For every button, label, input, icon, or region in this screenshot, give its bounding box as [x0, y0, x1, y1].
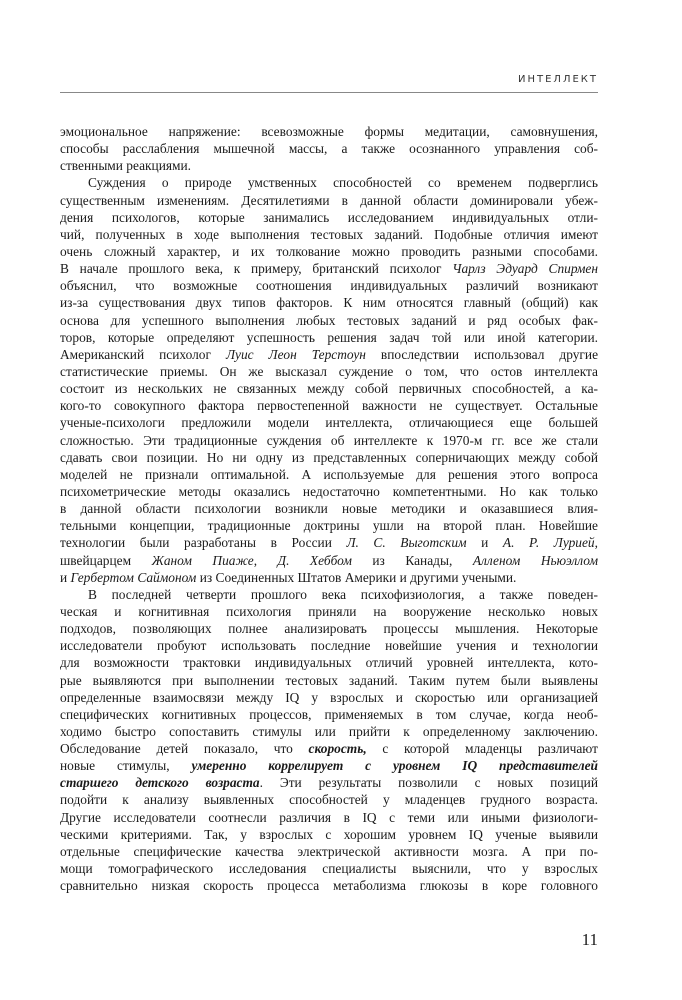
text-run: эмоциональное напряжение: всевозможные формы медитации, самовнушения, — [60, 124, 598, 139]
person-name: Чарлз Эдуард Спирмен — [452, 261, 598, 277]
text-run: ческая и когнитивная психология приняли на вооружение несколько новых — [60, 603, 598, 619]
text-line — [60, 140, 598, 157]
text-line — [60, 294, 598, 311]
text-line — [60, 740, 598, 757]
text-line — [60, 260, 598, 277]
text-run: торов, которые определяют успешность решения задач той или иной категории. — [60, 329, 598, 345]
text-run: дения психологов, которые занимались исследованием индивидуальных отли- — [60, 209, 598, 225]
text-run: из Канады, — [351, 552, 473, 568]
text-run: способы расслабления мышечной массы, а также осознанного управления соб- — [60, 141, 598, 157]
text-run: , — [594, 535, 598, 551]
text-run: из-за существования двух типов факторов. К ним относятся главный (общий) как — [60, 295, 598, 311]
text-line — [60, 157, 598, 174]
text-line — [60, 226, 598, 243]
text-run: для возможности трактовки индивидуальных отличий уровней интеллекта, кото- — [60, 655, 598, 671]
text-run: Обследование детей показало, что — [60, 741, 309, 757]
text-run: ученые-психологи предложили модели интеллекта, отличающиеся еще большей — [60, 415, 598, 431]
text-run: исследователи пробуют использовать последние новейшие учения и технологии — [60, 638, 598, 654]
text-run: тельными концепции, традиционные доктрины ушли на второй план. Новейшие — [60, 518, 598, 534]
text-run: состоит из нескольких не связанных между собой первичных способностей, а ка- — [60, 381, 598, 397]
text-line — [60, 774, 598, 791]
text-run: швейцарцем — [60, 552, 152, 568]
text-line — [60, 277, 598, 294]
text-run: Другие исследователи соотнесли различия в IQ с теми или иными физиологи- — [60, 809, 598, 825]
text-line — [60, 654, 598, 671]
person-name: Жаном Пиаже — [151, 552, 254, 568]
text-line — [60, 706, 598, 723]
text-line — [60, 466, 598, 483]
text-run: и — [60, 569, 71, 585]
text-line — [60, 329, 598, 346]
text-line — [60, 380, 598, 397]
header-rule — [60, 92, 598, 93]
text-line — [60, 449, 598, 466]
text-run: и — [466, 535, 503, 551]
text-run: ственными реакциями. — [60, 158, 192, 174]
text-run: сложностью. Эти традиционные суждения об интеллекте к 1970-м гг. все же стали — [60, 432, 598, 448]
paragraph — [60, 123, 598, 174]
text-run: впоследствии использовал другие — [365, 346, 598, 362]
person-name: Д. Хеббом — [277, 552, 352, 568]
text-run: специфических когнитивных процессов, применяемых в том случае, когда необ- — [60, 706, 598, 722]
text-line — [60, 209, 598, 226]
text-run: технологии были разработаны в России — [60, 535, 347, 551]
text-run: мощи томографического исследования специалисты выяснили, что у взрослых — [60, 861, 598, 877]
text-line — [60, 312, 598, 329]
text-run: . Эти результаты позволили с новых позиций — [259, 775, 598, 791]
page-number: 11 — [581, 930, 598, 949]
text-run: ходимо быстро сопоставить стимулы или прийти к определенному заключению. — [60, 723, 598, 739]
text-line — [60, 586, 598, 603]
text-run: очень сложный характер, и их толкование можно проводить разными способами. — [60, 243, 598, 259]
text-line — [60, 672, 598, 689]
text-run: психометрические методы оказались недостаточно компетентными. Но как только — [60, 483, 598, 499]
person-name: Л. С. Выготским — [346, 535, 467, 551]
text-line — [60, 723, 598, 740]
text-run: подойти к анализу выявленных способностей у младенцев грудного возраста. — [60, 792, 598, 808]
text-run: рые выявляются при выполнении тестовых заданий. Таким путем были выявлены — [60, 672, 598, 688]
text-run: Американский психолог — [60, 346, 226, 362]
text-run: сдавать свои позиции. Но ни одну из представленных соперничающих между собой — [60, 449, 598, 465]
text-run: с которой младенцы различают — [366, 741, 598, 757]
text-run: моделей не признали оптимальной. А используемые для решения этого вопроса — [60, 466, 598, 482]
paragraph — [60, 586, 598, 895]
text-line — [60, 843, 598, 860]
text-line — [60, 123, 598, 140]
body-text — [60, 123, 598, 894]
person-name: Луис Леон Терстоун — [225, 346, 366, 362]
text-line — [60, 877, 598, 894]
text-line — [60, 620, 598, 637]
person-name: А. Р. Лурией — [502, 535, 595, 551]
text-line — [60, 517, 598, 534]
text-run: в данной области психологии возникли новые методики и оказавшиеся влия- — [60, 501, 598, 517]
text-run: подходов, позволяющих полнее анализировать процессы мышления. Некоторые — [60, 621, 598, 637]
emphasis: старшего детского возраста — [60, 775, 260, 791]
emphasis: скорость, — [308, 741, 367, 757]
text-line — [60, 826, 598, 843]
text-run: статистические приемы. Он же высказал суждение о том, что остов интеллекта — [60, 363, 598, 379]
text-run: определенные взаимосвязи между IQ у взрослых и скоростью или организацией — [60, 689, 598, 705]
text-run: существенным изменениям. Десятилетиями в данной области доминировали убеж- — [60, 192, 598, 208]
text-run: Суждения о природе умственных способностей со временем подверглись — [88, 175, 598, 191]
text-line — [60, 414, 598, 431]
text-run: из Соединенных Штатов Америки и другими учеными. — [196, 569, 517, 585]
text-run: чий, полученных в ходе выполнения тестовых заданий. Подобные отличия имеют — [60, 226, 598, 242]
text-run: В последней четверти прошлого века психофизиология, а также поведен- — [88, 586, 598, 602]
text-run: сравнительно низкая скорость процесса метаболизма глюкозы в коре головного — [60, 878, 598, 894]
text-line — [60, 397, 598, 414]
text-line — [60, 346, 598, 363]
text-run: основа для успешного выполнения любых тестовых заданий и ряд особых фак- — [60, 312, 598, 328]
text-line — [60, 174, 598, 191]
text-line — [60, 363, 598, 380]
text-run: новые стимулы, — [60, 758, 192, 774]
person-name: Алленом Ньюэллом — [472, 552, 598, 568]
text-run: объяснил, что возможные соотношения индивидуальных различий возникают — [60, 278, 598, 294]
text-line — [60, 860, 598, 877]
text-line — [60, 243, 598, 260]
text-run: кого-то совокупного фактора первостепенной важности не существует. Остальные — [60, 398, 598, 414]
text-line — [60, 192, 598, 209]
text-line — [60, 689, 598, 706]
text-line — [60, 791, 598, 808]
running-head: ИНТЕЛЛЕКТ — [518, 74, 598, 85]
text-run: , — [253, 552, 278, 568]
person-name: Гербертом Саймоном — [70, 569, 197, 585]
paragraph — [60, 174, 598, 585]
emphasis: умеренно коррелирует с уровнем IQ представителей — [191, 758, 598, 774]
text-line — [60, 637, 598, 654]
text-line — [60, 569, 598, 586]
text-line — [60, 757, 598, 774]
text-line — [60, 432, 598, 449]
text-run: отдельные специфические качества электрической активности мозга. А при по- — [60, 843, 598, 859]
text-line — [60, 534, 598, 551]
text-run: ческими критериями. Так, у взрослых с хорошим уровнем IQ ученые выявили — [60, 826, 598, 842]
text-line — [60, 483, 598, 500]
text-line — [60, 552, 598, 569]
text-line — [60, 809, 598, 826]
text-run: В начале прошлого века, к примеру, британский психолог — [60, 261, 453, 277]
text-line — [60, 603, 598, 620]
text-line — [60, 500, 598, 517]
